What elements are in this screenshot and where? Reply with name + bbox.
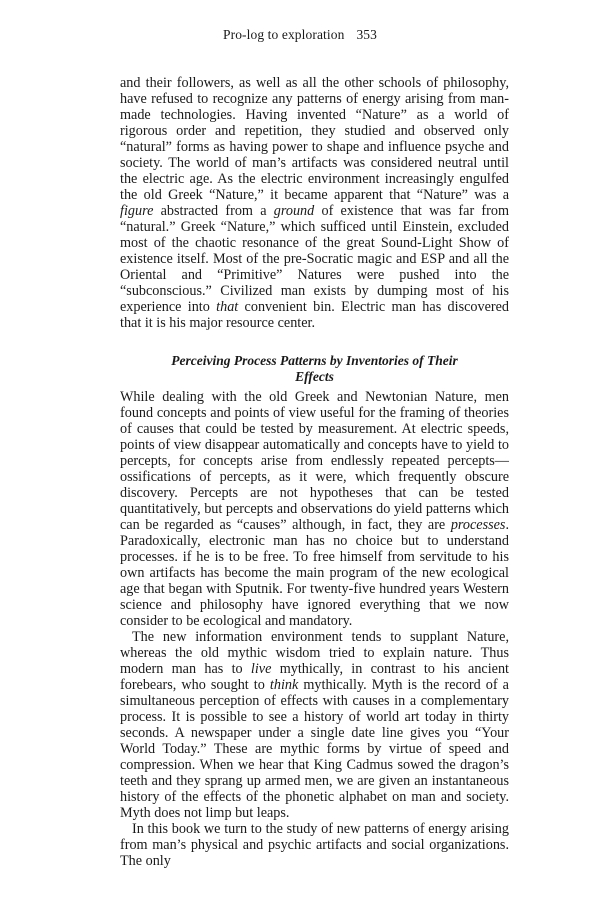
paragraph: In this book we turn to the study of new patterns of energy arising from man’s physical and psychic artifacts and social organizations. The only bbox=[120, 821, 509, 869]
paragraph: The new information environment tends to supplant Nature, whereas the old mythic wisdom tried to explain nature. Thus modern man has to live mythically, in contrast to his ancient forebears, who sought to think mythically. Myth is the record of a simultaneous perception of effects with causes in a complementary process. It is possible to see a history of world art today in thirty seconds. A newspaper under a single date line gives you “Your World Today.” These are mythic forms by virtue of speed and compression. When we hear that King Cadmus sowed the dragon’s teeth and they sprang up armed men, we are given an instantaneous history of the effects of the phonetic alphabet on man and society. Myth does not limp but leaps. bbox=[120, 629, 509, 821]
emphasis-that: that bbox=[216, 299, 239, 315]
emphasis-processes: processes bbox=[450, 517, 506, 533]
body-text bbox=[120, 75, 509, 869]
emphasis-figure: figure bbox=[120, 203, 154, 219]
section-heading-line-1: Perceiving Process Patterns by Inventories of Their bbox=[171, 353, 458, 368]
running-title: Pro-log to exploration bbox=[223, 27, 345, 42]
page-number: 353 bbox=[356, 27, 377, 42]
paragraph: While dealing with the old Greek and Newtonian Nature, men found concepts and points of view useful for the framing of theories of causes that could be tested by measurement. At electric speeds, points of view disappear automatically and concepts have to yield to percepts, for concepts arise from endlessly repeated percepts—ossifications of percepts, as it were, which frequently obscure discovery. Percepts are not hypotheses that can be tested quantitatively, but percepts and observations do yield patterns which can be regarded as “causes” although, in fact, they are processes. Paradoxically, electronic man has no choice but to understand processes. if he is to be free. To free himself from servitude to his own artifacts has become the main program of the new ecological age that began with Sputnik. For twenty-five hundred years Western science and philosophy have ignored everything that we now consider to be ecological and mandatory. bbox=[120, 389, 509, 629]
section-heading bbox=[120, 353, 509, 385]
paragraph-continued: and their followers, as well as all the other schools of philosophy, have refused to recognize any patterns of energy arising from man-made technologies. Having invented “Nature” as a world of rigorous order and repetition, they studied and observed only “natural” forms as having power to shape and influence psyche and society. The world of man’s artifacts was considered neutral until the electric age. As the electric environment increasingly engulfed the old Greek “Nature,” it became apparent that “Nature” was a figure abstracted from a ground of existence that was far from “natural.” Greek “Nature,” which sufficed until Einstein, excluded most of the chaotic resonance of the great Sound-Light Show of existence itself. Most of the pre-Socratic magic and ESP and all the Oriental and “Primitive” Natures were pushed into the “subconscious.” Civilized man exists by dumping most of his experience into that convenient bin. Electric man has discovered that it is his major resource center. bbox=[120, 75, 509, 331]
emphasis-think: think bbox=[269, 677, 299, 693]
emphasis-ground: ground bbox=[273, 203, 315, 219]
section-heading-line-2: Effects bbox=[295, 369, 334, 384]
running-header bbox=[0, 27, 600, 43]
emphasis-live: live bbox=[250, 661, 272, 677]
